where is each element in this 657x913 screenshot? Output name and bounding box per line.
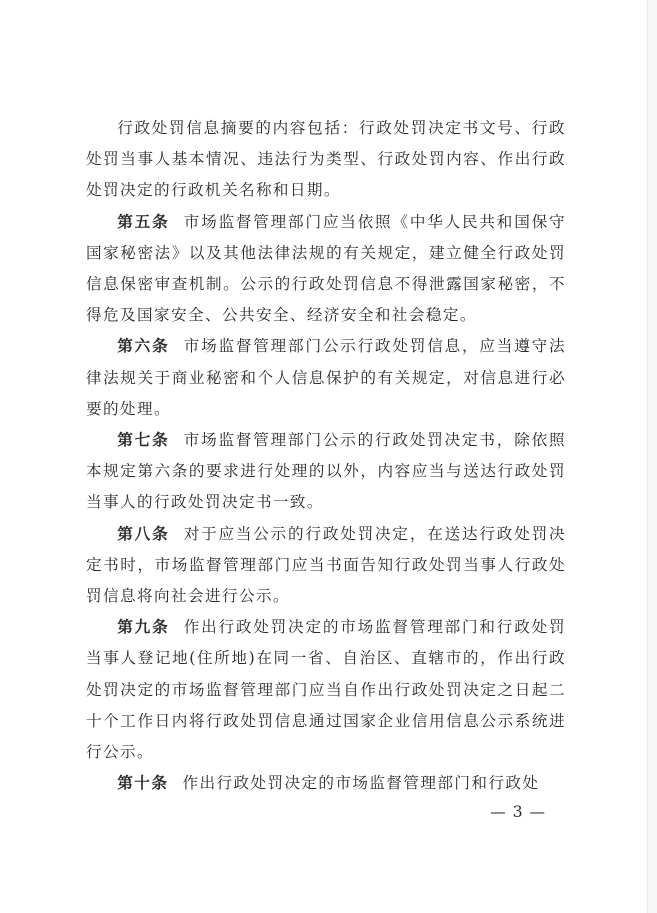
article-heading: 第九条	[117, 618, 170, 637]
article-heading: 第十条	[117, 774, 169, 793]
paragraph-text: 作出行政处罚决定的市场监督管理部门和行政处罚当事人登记地(住所地)在同一省、自治区、直辖市的，作出行政处罚决定的市场监督管理部门应当自作出行政处罚决定之日起二十个工作日内将行政处罚信息通过国家企业信用信息公示系统进行公示。	[86, 618, 566, 762]
paragraph-text: 市场监督管理部门公示的行政处罚决定书，除依照本规定第六条的要求进行处理的以外，内容应当与送达行政处罚当事人的行政处罚决定书一致。	[86, 431, 566, 512]
paragraph-article-10	[86, 768, 566, 799]
paragraph-summary-contents	[86, 113, 566, 207]
page-number: — 3 —	[490, 803, 546, 821]
article-heading: 第五条	[117, 212, 170, 231]
paragraph-article-8	[86, 519, 566, 613]
article-heading: 第八条	[117, 524, 170, 543]
document-body	[86, 113, 566, 799]
paragraph-text: 市场监督管理部门公示行政处罚信息，应当遵守法律法规关于商业秘密和个人信息保护的有关规定，对信息进行必要的处理。	[86, 337, 566, 418]
paragraph-article-9	[86, 612, 566, 768]
viewer-scroll-edge[interactable]	[647, 0, 657, 913]
paragraph-text: 对于应当公示的行政处罚决定，在送达行政处罚决定书时，市场监督管理部门应当书面告知行政处罚当事人行政处罚信息将向社会进行公示。	[86, 524, 566, 606]
article-heading: 第六条	[117, 337, 170, 356]
paragraph-article-6	[86, 331, 566, 425]
paragraph-article-7	[86, 425, 566, 519]
paragraph-text: 行政处罚信息摘要的内容包括：行政处罚决定书文号、行政处罚当事人基本情况、违法行为类型、行政处罚内容、作出行政处罚决定的行政机关名称和日期。	[86, 119, 566, 200]
article-heading: 第七条	[117, 431, 170, 450]
paragraph-text: 市场监督管理部门应当依照《中华人民共和国保守国家秘密法》以及其他法律法规的有关规定，建立健全行政处罚信息保密审查机制。公示的行政处罚信息不得泄露国家秘密，不得危及国家安全、公共安全、经济安全和社会稳定。	[86, 212, 566, 325]
paragraph-article-5	[86, 207, 566, 332]
paragraph-text: 作出行政处罚决定的市场监督管理部门和行政处	[182, 774, 540, 793]
